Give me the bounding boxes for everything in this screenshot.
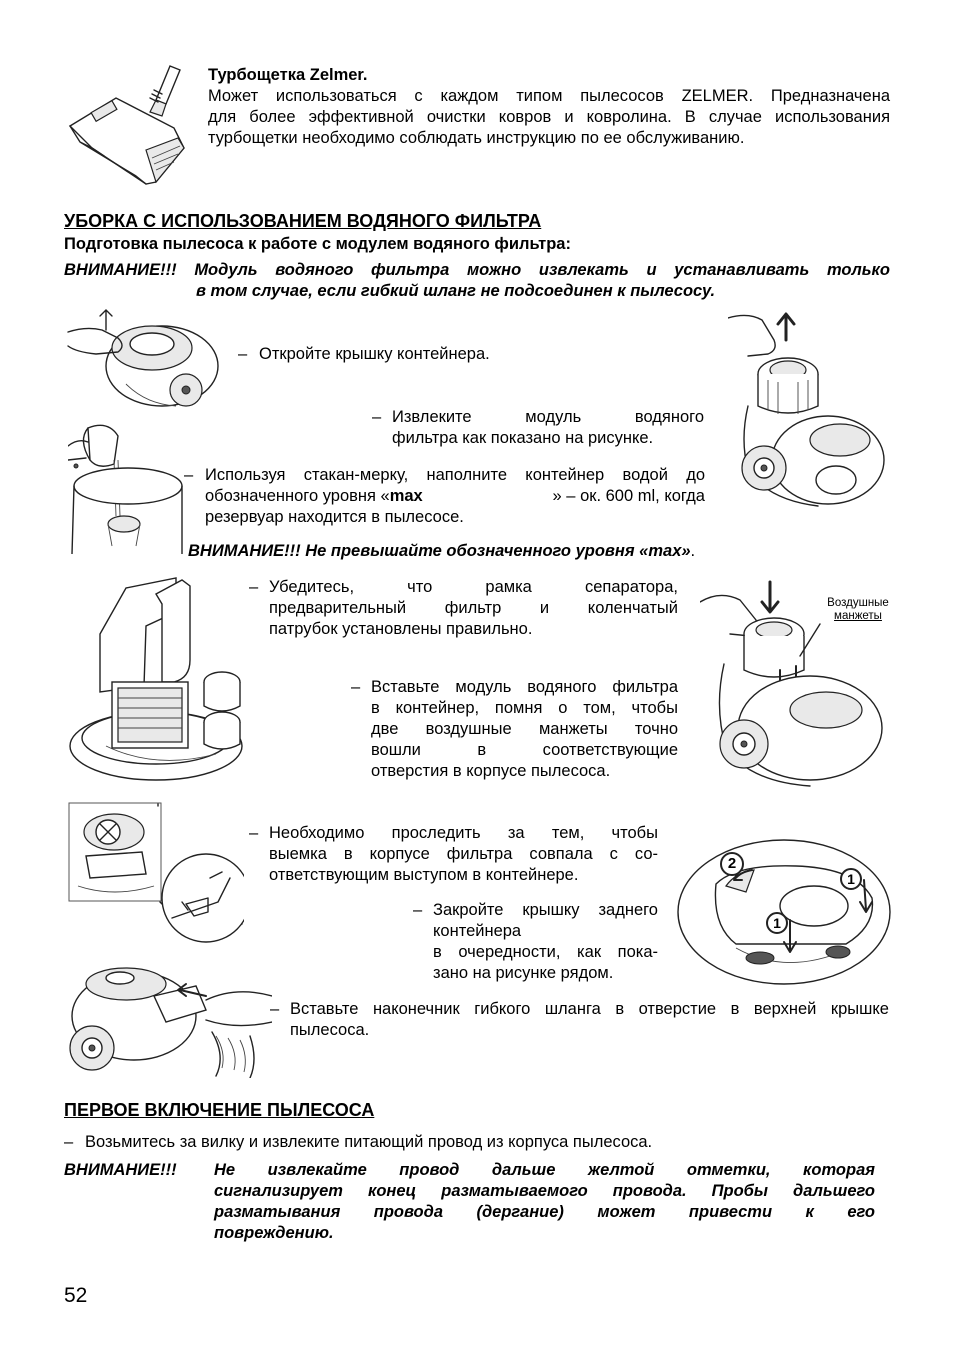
step-insert-module: Вставьте модуль водяного фильтра	[371, 678, 678, 696]
step-insert-module: в контейнер, помня о том, чтобы	[371, 699, 678, 717]
step-fill-water	[205, 486, 705, 507]
step-dash: –	[249, 824, 259, 842]
warning-max-period: .	[690, 542, 696, 560]
air-cuffs-label-line: манжеты	[834, 610, 882, 622]
step-close-lid: зано на рисунке рядом.	[433, 964, 614, 982]
air-cuffs-label-line: Воздушные	[827, 597, 889, 609]
callout-badge-2	[720, 852, 744, 876]
step-remove-module: фильтра как показано на рисунке.	[392, 429, 654, 447]
step-insert-module: вошли в соответствующие	[371, 741, 678, 759]
step-open-lid: Откройте крышку контейнера.	[259, 345, 490, 363]
step-insert-module: отверстия в корпусе пылесоса.	[371, 762, 611, 780]
step-insert-hose: пылесоса.	[290, 1021, 370, 1039]
warning-line: в том случае, если гибкий шланг не подсоединен к пылесосу.	[196, 282, 716, 300]
turbo-brush-title: Турбощетка Zelmer.	[208, 66, 368, 84]
filter-module-illustration	[66, 574, 246, 786]
fill-text-part: » – ок. 600 ml, когда	[552, 487, 705, 505]
fill-text-part: обозначенного уровня «	[205, 487, 390, 505]
turbo-brush-text-line: турбощетки необходимо соблюдать инструкцию по ее обслуживанию.	[208, 129, 745, 147]
step-fill-water: Используя стакан-мерку, наполните контейнер водой до	[205, 466, 705, 484]
remove-module-illustration	[728, 310, 886, 510]
warning-cord-line: Не извлекайте провод дальше желтой отметки, которая	[214, 1161, 875, 1179]
step-check-parts: Убедитесь, что рамка сепаратора,	[269, 578, 678, 596]
step-dash: –	[64, 1133, 74, 1151]
step-notch-alignment: выемка в корпусе фильтра совпала с со-	[269, 845, 658, 863]
callout-badge-1	[766, 912, 788, 934]
pour-water-illustration	[68, 420, 184, 554]
callout-number: 2	[727, 855, 737, 872]
step-dash: –	[238, 345, 248, 363]
section-heading-first-start: ПЕРВОЕ ВКЛЮЧЕНИЕ ПЫЛЕСОСА	[64, 1100, 375, 1120]
step-notch-alignment: Необходимо проследить за тем, чтобы	[269, 824, 658, 842]
step-insert-hose: Вставьте наконечник гибкого шланга в отверстие в верхней крышке	[290, 1000, 889, 1018]
turbo-brush-text-line: для более эффективной очистки ковров и ковролина. В случае использования	[208, 108, 890, 126]
step-check-parts: патрубок установлены правильно.	[269, 620, 533, 638]
section-subheading: Подготовка пылесоса к работе с модулем водяного фильтра:	[64, 235, 571, 253]
max-level-label: max	[389, 487, 423, 505]
turbo-brush-text-line: Может использоваться с каждом типом пылесосов ZELMER. Предназначена	[208, 87, 890, 105]
section-heading-water-filter: УБОРКА С ИСПОЛЬЗОВАНИЕМ ВОДЯНОГО ФИЛЬТРА	[64, 211, 542, 231]
step-check-parts: предварительный фильтр и коленчатый	[269, 599, 678, 617]
callout-number: 1	[847, 871, 855, 887]
step-close-lid: контейнера	[433, 922, 522, 940]
warning-cord-line: разматывания провода (дергание) может привести к его	[214, 1203, 875, 1221]
warning-line: ВНИМАНИЕ!!! Модуль водяного фильтра можно извлекать и устанавливать только	[64, 261, 890, 279]
turbo-brush-illustration	[62, 64, 192, 194]
filter-notch-illustration	[68, 802, 244, 946]
step-fill-water: резервуар находится в пылесосе.	[205, 508, 464, 526]
warning-label: ВНИМАНИЕ!!!	[64, 1161, 177, 1179]
warning-cord-line: сигнализирует конец разматываемого провода. Пробы дальшего	[214, 1182, 875, 1200]
callout-number: 1	[773, 915, 781, 931]
step-pull-cord: Возьмитесь за вилку и извлеките питающий провод из корпуса пылесоса.	[85, 1133, 653, 1151]
step-insert-module: две воздушные манжеты точно	[371, 720, 678, 738]
step-dash: –	[413, 901, 423, 919]
step-close-lid: Закройте крышку заднего	[433, 901, 658, 919]
warning-cord-line: повреждению.	[214, 1224, 334, 1242]
step-remove-module: Извлеките модуль водяного	[392, 408, 704, 426]
page-number: 52	[64, 1284, 88, 1307]
air-cuffs-label	[820, 597, 896, 623]
callout-badge-1	[840, 868, 862, 890]
close-lid-illustration	[676, 836, 892, 986]
warning-max-level	[188, 541, 695, 562]
step-dash: –	[184, 466, 194, 484]
insert-hose-illustration	[66, 956, 272, 1078]
step-close-lid: в очередности, как пока-	[433, 943, 658, 961]
step-dash: –	[372, 408, 382, 426]
warning-max-text: ВНИМАНИЕ!!! Не превышайте обозначенного уровня «max»	[188, 542, 691, 560]
step-notch-alignment: ответствующим выступом в контейнере.	[269, 866, 579, 884]
step-dash: –	[351, 678, 361, 696]
step-dash: –	[249, 578, 259, 596]
open-lid-illustration	[66, 308, 220, 412]
step-dash: –	[270, 1000, 280, 1018]
